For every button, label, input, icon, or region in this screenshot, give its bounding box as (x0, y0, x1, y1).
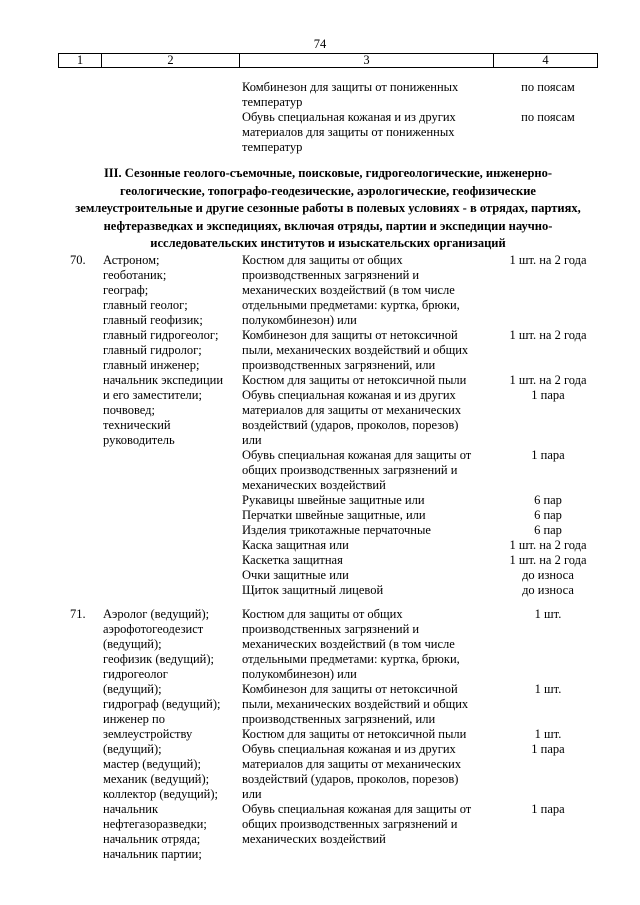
item-line: общих производственных загрязнений и (242, 817, 458, 831)
profession-line: главный инженер; (103, 358, 200, 372)
heading-line: землеустроительные и другие сезонные работы в полевых условиях - в отрядах, партиях, (75, 201, 581, 216)
norm-value: 1 шт. на 2 года (509, 538, 587, 552)
profession-line: гидрогеолог (103, 667, 168, 681)
item-line: Костюм для защиты от общих (242, 607, 403, 621)
item-line: механических воздействий (242, 832, 386, 846)
profession-line: (ведущий); (103, 682, 162, 696)
item-line: воздействий (ударов, проколов, порезов) (242, 772, 459, 786)
profession-line: нефтегазоразведки; (103, 817, 207, 831)
norm-value: по поясам (521, 110, 575, 124)
item-line: температур (242, 95, 303, 109)
norm-value: 1 пара (531, 448, 565, 462)
item-line: Обувь специальная кожаная и из других (242, 742, 456, 756)
norm-value: 6 пар (534, 523, 562, 537)
item-line: Изделия трикотажные перчаточные (242, 523, 431, 537)
item-line: механических воздействий (в том числе (242, 283, 455, 297)
profession-line: коллектор (ведущий); (103, 787, 219, 801)
column-number-2: 2 (102, 54, 240, 68)
item-line: Каска защитная или (242, 538, 349, 552)
norm-value: 1 шт. (534, 727, 562, 741)
norm-value: 1 шт. (534, 682, 562, 696)
item-line: полукомбинезон) или (242, 667, 357, 681)
norm-value: 1 шт. на 2 года (509, 328, 587, 342)
item-line: производственных загрязнений, или (242, 712, 436, 726)
profession-line: гидрограф (ведущий); (103, 697, 221, 711)
entry-number: 71. (70, 607, 86, 621)
norm-value: 6 пар (534, 493, 562, 507)
norm-value: до износа (522, 583, 574, 597)
item-line: механических воздействий (в том числе (242, 637, 455, 651)
norm-value: 1 пара (531, 802, 565, 816)
profession-line: геофизик (ведущий); (103, 652, 214, 666)
item-line: Перчатки швейные защитные, или (242, 508, 426, 522)
column-number-3: 3 (240, 54, 494, 68)
profession-line: (ведущий); (103, 637, 162, 651)
profession-line: начальник отряда; (103, 832, 201, 846)
item-line: Костюм для защиты от общих (242, 253, 403, 267)
profession-line: почвовед; (103, 403, 156, 417)
profession-line: (ведущий); (103, 742, 162, 756)
item-line: производственных загрязнений, или (242, 358, 436, 372)
item-line: материалов для защиты от механических (242, 757, 462, 771)
profession-line: Астроном; (103, 253, 160, 267)
norm-value: 1 пара (531, 388, 565, 402)
profession-line: главный геофизик; (103, 313, 203, 327)
norm-value: 1 шт. (534, 607, 562, 621)
heading-line: геологические, топографо-геодезические, аэрологические, геофизические (120, 183, 536, 198)
item-line: температур (242, 140, 303, 154)
item-line: Комбинезон для защиты от нетоксичной (242, 328, 458, 342)
profession-line: аэрофотогеодезист (103, 622, 204, 636)
item-line: отдельными предметами: куртка, брюки, (242, 652, 460, 666)
item-line: Щиток защитный лицевой (242, 583, 384, 597)
norm-value: 1 пара (531, 742, 565, 756)
item-line: Очки защитные или (242, 568, 349, 582)
item-line: отдельными предметами: куртка, брюки, (242, 298, 460, 312)
profession-line: механик (ведущий); (103, 772, 210, 786)
profession-line: Аэролог (ведущий); (103, 607, 210, 621)
norm-value: 6 пар (534, 508, 562, 522)
profession-line: инженер по (103, 712, 165, 726)
column-number-1: 1 (59, 54, 102, 68)
heading-line: нефтеразведках и экспедициях, включая отряды, партии и экспедиции научно- (103, 218, 553, 233)
heading-line: исследовательских институтов и изыскательских организаций (150, 236, 506, 251)
norm-value: по поясам (521, 80, 575, 94)
item-line: Обувь специальная кожаная и из других (242, 388, 456, 402)
item-line: Рукавицы швейные защитные или (242, 493, 425, 507)
page-number: 74 (313, 37, 327, 51)
item-line: механических воздействий (242, 478, 386, 492)
item-line: производственных загрязнений и (242, 622, 420, 636)
column-numbers-header (58, 53, 598, 68)
item-line: пыли, механических воздействий и общих (242, 343, 469, 357)
profession-line: технический (103, 418, 171, 432)
item-line: материалов для защиты от механических (242, 403, 462, 417)
item-line: материалов для защиты от пониженных (242, 125, 455, 139)
profession-line: мастер (ведущий); (103, 757, 201, 771)
profession-line: начальник (103, 802, 159, 816)
item-line: Комбинезон для защиты от пониженных (242, 80, 459, 94)
item-line: Костюм для защиты от нетоксичной пыли (242, 727, 467, 741)
item-line: Обувь специальная кожаная и из других (242, 110, 456, 124)
profession-line: руководитель (103, 433, 175, 447)
entry-number: 70. (70, 253, 86, 267)
item-line: воздействий (ударов, проколов, порезов) (242, 418, 459, 432)
item-line: Обувь специальная кожаная для защиты от (242, 802, 472, 816)
norm-value: до износа (522, 568, 574, 582)
item-line: пыли, механических воздействий и общих (242, 697, 469, 711)
heading-line: III. Сезонные геолого-съемочные, поисковые, гидрогеологические, инженерно- (103, 166, 553, 180)
item-line: или (242, 433, 262, 447)
norm-value: 1 шт. на 2 года (509, 373, 587, 387)
section-heading (58, 165, 598, 253)
profession-line: главный геолог; (103, 298, 188, 312)
profession-line: географ; (103, 283, 149, 297)
item-line: Каскетка защитная (242, 553, 343, 567)
profession-line: начальник партии; (103, 847, 202, 861)
norm-value: 1 шт. на 2 года (509, 553, 587, 567)
profession-line: главный гидрогеолог; (103, 328, 219, 342)
profession-line: главный гидролог; (103, 343, 202, 357)
item-line: Комбинезон для защиты от нетоксичной (242, 682, 458, 696)
item-line: общих производственных загрязнений и (242, 463, 458, 477)
column-number-4: 4 (494, 54, 598, 68)
item-line: Обувь специальная кожаная для защиты от (242, 448, 472, 462)
profession-line: начальник экспедиции (103, 373, 224, 387)
profession-line: землеустройству (103, 727, 193, 741)
item-line: Костюм для защиты от нетоксичной пыли (242, 373, 467, 387)
profession-line: и его заместители; (103, 388, 202, 402)
profession-line: геоботаник; (103, 268, 167, 282)
item-line: полукомбинезон) или (242, 313, 357, 327)
item-line: производственных загрязнений и (242, 268, 420, 282)
norm-value: 1 шт. на 2 года (509, 253, 587, 267)
item-line: или (242, 787, 262, 801)
